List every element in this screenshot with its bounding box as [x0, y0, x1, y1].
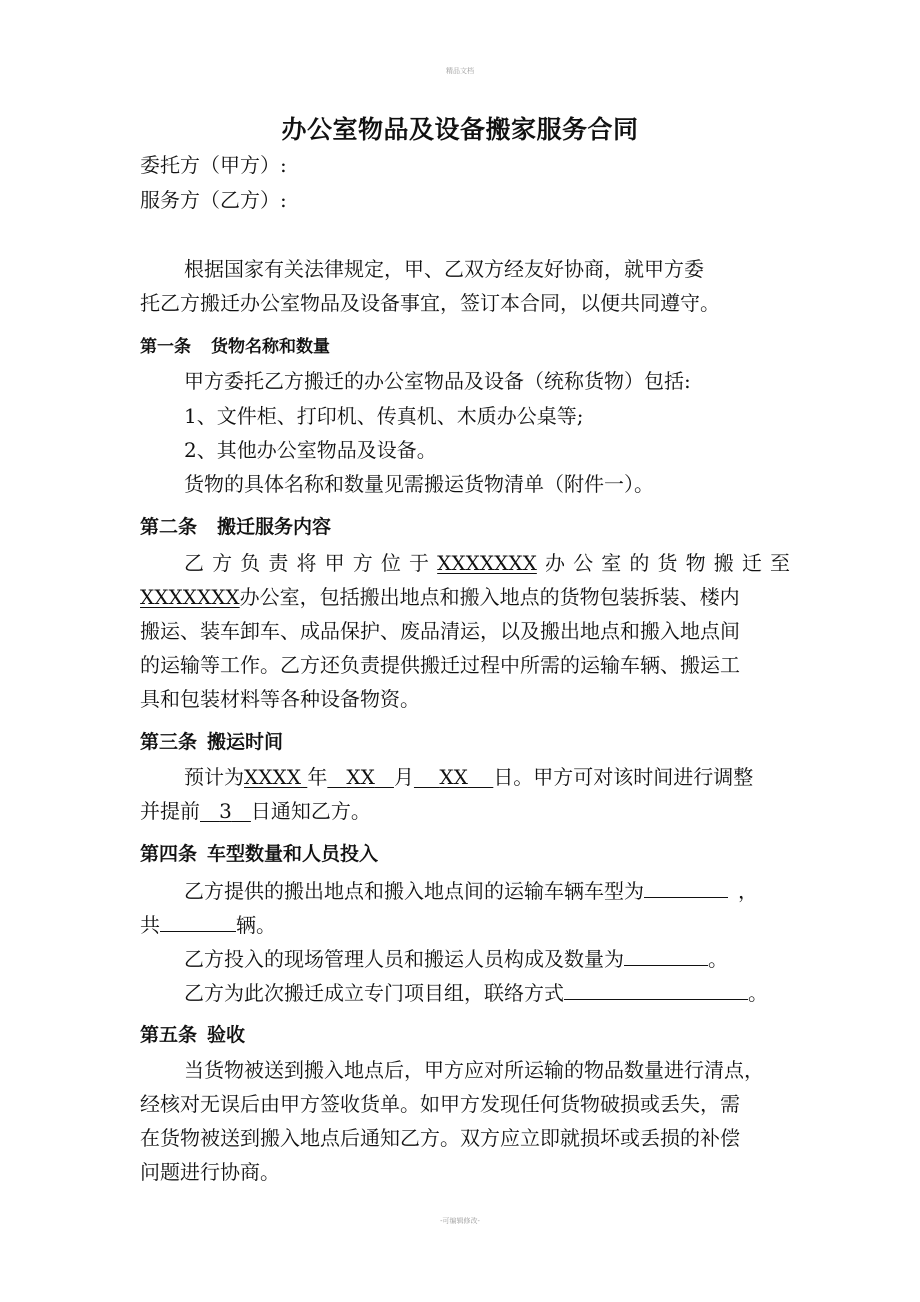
month-label: 月 [393, 765, 414, 789]
vehicle-count-blank [160, 907, 236, 932]
article-2-line-2 [140, 580, 790, 614]
article-1-heading [140, 331, 790, 363]
day-label: 日。甲方可对该时间进行调整 [493, 765, 754, 789]
origin-office-blank: XXXXXXX [437, 551, 537, 575]
article-5-title: 验收 [207, 1024, 246, 1046]
notice-label: 并提前 [140, 799, 200, 823]
article-4-number: 第四条 [140, 843, 198, 865]
article-3-line-2 [140, 794, 790, 828]
article-1-paragraph-2: 货物的具体名称和数量见需搬运货物清单（附件一）。 [184, 472, 654, 496]
article-1-item-2: 2、其他办公室物品及设备。 [184, 438, 437, 462]
article-5-line-3: 在货物被送到搬入地点后通知乙方。双方应立即就损坏或丢损的补偿 [140, 1126, 740, 1150]
year-value: XXXX [244, 765, 301, 789]
vehicle-type-label: 乙方提供的搬出地点和搬入地点间的运输车辆车型为 [184, 879, 644, 903]
article-4-line-3 [184, 941, 790, 976]
article-5-heading [140, 1019, 790, 1051]
article-4-title: 车型数量和人员投入 [207, 843, 379, 865]
article-3-number: 第三条 [140, 731, 198, 753]
article-1-item-1: 1、文件柜、打印机、传真机、木质办公桌等; [184, 404, 584, 428]
day-blank [414, 765, 493, 789]
article-4-line-4 [184, 975, 790, 1010]
year-blank [244, 765, 307, 789]
staff-end: 。 [708, 947, 728, 971]
article-4-line-2 [140, 907, 790, 942]
article-2-line-1-post: 办公室的货物搬迁至 [536, 551, 791, 575]
notice-suffix: 日通知乙方。 [250, 799, 371, 823]
article-4-line-1 [184, 873, 790, 908]
intro-line-1: 根据国家有关法律规定，甲、乙双方经友好协商，就甲方委 [184, 257, 704, 281]
article-5-line-4: 问题进行协商。 [140, 1160, 280, 1184]
header-tag: 精品文档 [446, 67, 474, 75]
staff-blank [624, 941, 708, 966]
month-value: XX [346, 765, 375, 789]
month-blank [327, 765, 394, 789]
article-2-line-3: 搬运、装车卸车、成品保护、废品清运，以及搬出地点和搬入地点间 [140, 619, 740, 643]
article-2-number: 第二条 [140, 516, 198, 538]
destination-office-blank: XXXXXXX [140, 585, 240, 609]
contact-end: 。 [748, 981, 768, 1005]
article-2-line-2-post: 办公室，包括搬出地点和搬入地点的货物包装拆装、楼内 [239, 585, 740, 609]
notice-days-value: 3 [219, 799, 232, 823]
contact-label: 乙方为此次搬迁成立专门项目组，联络方式 [184, 981, 564, 1005]
article-1-number: 第一条 [140, 337, 191, 357]
party-b-line: 服务方（乙方）: [140, 188, 287, 212]
party-a-line: 委托方（甲方）: [140, 153, 287, 177]
article-2-line-4: 的运输等工作。乙方还负责提供搬迁过程中所需的运输车辆、搬运工 [140, 653, 740, 677]
article-3-heading [140, 726, 790, 758]
article-2-line-1 [184, 546, 790, 580]
footer-tag: -可编辑修改- [440, 1217, 480, 1225]
article-4-heading [140, 838, 790, 870]
day-value: XX [439, 765, 468, 789]
contact-blank [564, 975, 748, 1000]
article-5-line-2: 经核对无误后由甲方签收货单。如甲方发现任何货物破损或丢失，需 [140, 1092, 740, 1116]
article-3-line-1 [184, 760, 790, 794]
year-label: 年 [307, 765, 328, 789]
article-3-title: 搬运时间 [207, 731, 284, 753]
article-2-line-5: 具和包装材料等各种设备物资。 [140, 687, 420, 711]
article-5-line-1: 当货物被送到搬入地点后，甲方应对所运输的物品数量进行清点， [184, 1058, 764, 1082]
estimate-label: 预计为 [184, 765, 244, 789]
article-5-number: 第五条 [140, 1024, 198, 1046]
vehicle-type-blank [644, 873, 728, 898]
article-2-heading [140, 511, 790, 543]
intro-line-2: 托乙方搬迁办公室物品及设备事宜，签订本合同，以便共同遵守。 [140, 291, 720, 315]
article-1-title: 货物名称和数量 [211, 337, 330, 357]
vehicle-count-label: 共 [140, 913, 160, 937]
document-title: 办公室物品及设备搬家服务合同 [281, 115, 639, 144]
staff-label: 乙方投入的现场管理人员和搬运人员构成及数量为 [184, 947, 624, 971]
article-2-title: 搬迁服务内容 [217, 516, 332, 538]
vehicle-type-end: ， [738, 879, 758, 903]
vehicle-count-suffix: 辆。 [236, 913, 276, 937]
article-2-line-1-pre: 乙方负责将甲方位于 [184, 551, 438, 575]
article-1-paragraph-1: 甲方委托乙方搬迁的办公室物品及设备（统称货物）包括: [184, 369, 691, 393]
notice-days-blank [200, 799, 251, 823]
